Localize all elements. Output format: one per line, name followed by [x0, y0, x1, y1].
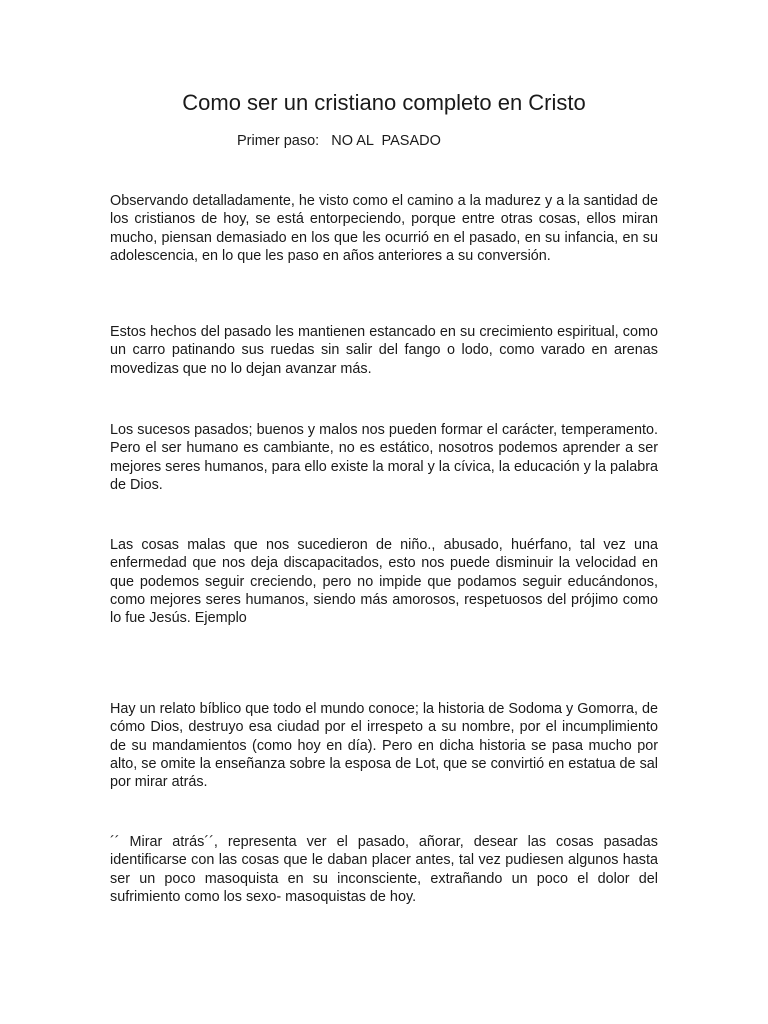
paragraph-2: Estos hechos del pasado les mantienen estancado en su crecimiento espiritual, como un carro patinando sus ruedas sin salir del fango o lodo, como varado en arenas movedizas que no lo dejan avanzar más.: [110, 324, 658, 377]
paragraph-3: Los sucesos pasados; buenos y malos nos pueden formar el carácter, temperamento. Pero el ser humano es cambiante, no es estático, nosotros podemos aprender a ser mejores seres humanos, para ello existe la moral y la cívica, la educación y la palabra de Dios.: [110, 422, 658, 493]
paragraph-1: Observando detalladamente, he visto como el camino a la madurez y a la santidad de los cristianos de hoy, se está entorpeciendo, porque entre otras cosas, ellos miran mucho, piensan demasiado en los que les ocurrió en el pasado, en su infancia, en su adolescencia, en lo que les paso en años anteriores a su conversión.: [110, 193, 658, 264]
paragraph-6: ´´ Mirar atrás´´, representa ver el pasado, añorar, desear las cosas pasadas identificarse con las cosas que le daban placer antes, tal vez pudiesen algunos hasta ser un poco masoquista en su inconsciente, extrañando un poco el dolor del sufrimiento como los sexo- masoquistas de hoy.: [110, 834, 658, 905]
document-title: Como ser un cristiano completo en Cristo: [182, 90, 586, 115]
paragraph-4: Las cosas malas que nos sucedieron de niño., abusado, huérfano, tal vez una enfermedad que nos deja discapacitados, esto nos puede disminuir la velocidad en que podemos seguir creciendo, pero no impide que podamos seguir educándonos, como mejores seres humanos, siendo más amorosos, respetuosos del prójimo como lo fue Jesús. Ejemplo: [110, 537, 658, 627]
document-subtitle: Primer paso: NO AL PASADO: [237, 133, 441, 149]
paragraph-5: Hay un relato bíblico que todo el mundo conoce; la historia de Sodoma y Gomorra, de cómo Dios, destruyo esa ciudad por el irrespeto a su nombre, por el incumplimiento de su mandamientos (como hoy en día). Pero en dicha historia se pasa mucho por alto, se omite la enseñanza sobre la esposa de Lot, que se convirtió en estatua de sal por mirar atrás.: [110, 701, 658, 791]
